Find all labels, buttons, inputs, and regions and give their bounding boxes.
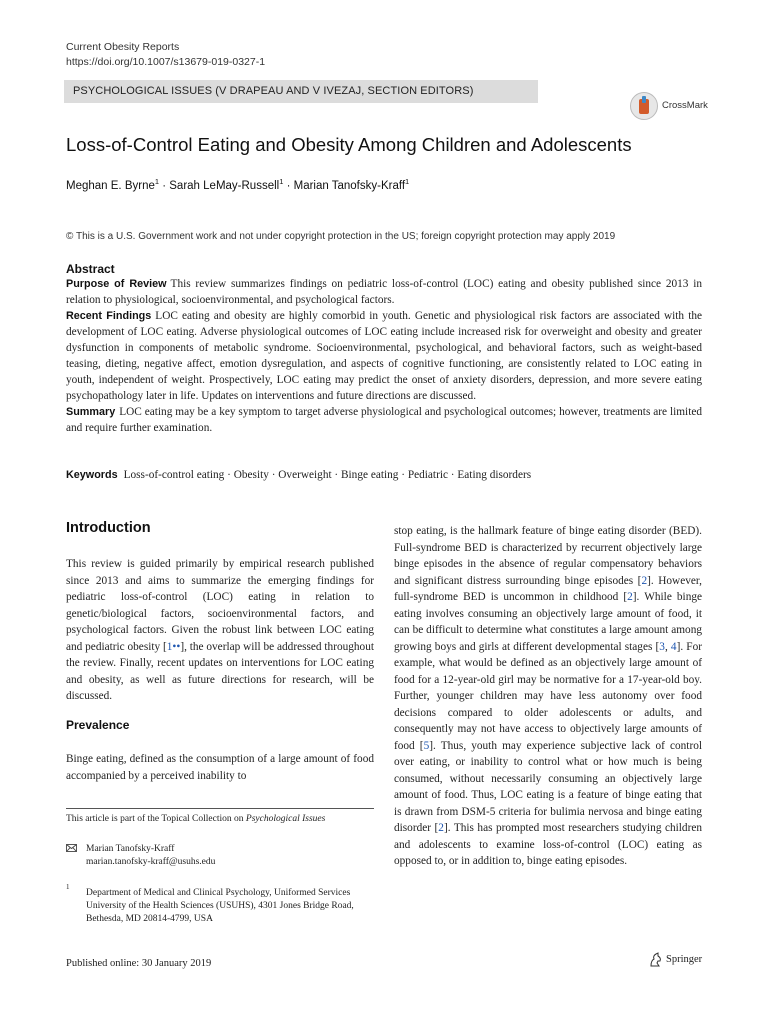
affiliation-number: 1: [66, 883, 70, 891]
summary-label: Summary: [66, 406, 116, 418]
abstract-findings: [66, 308, 702, 404]
keywords-label: Keywords: [66, 469, 118, 481]
journal-header: [66, 40, 265, 70]
keywords: [66, 469, 702, 481]
findings-text: LOC eating and obesity are highly comorbid in youth. Genetic and physiological risk factors are associated with the development of LOC eating. Adverse physiological outcomes of LOC eating include increased risk for overweight and obesity and greater dysfunction in components of metabolic syndrome. Socioenvironmental, psychological, and behavioral factors, such as weight-based teasing, dieting, negative affect, emotion dysregulation, and aspects of cognitive functioning, are consistently related to LOC eating in youth, independent of weight. Prospectively, LOC eating may predict the onset of anxiety disorders, depression, and more severe eating psychopathology later in life. Updates on interventions and future directions are discussed.: [66, 310, 703, 402]
introduction-heading: Introduction: [66, 520, 151, 536]
author-name[interactable]: Marian Tanofsky-Kraff: [293, 179, 406, 192]
footnote-divider: [66, 808, 374, 809]
copyright-text: This is a U.S. Government work and not under copyright protection in the US; foreign copyright protection may apply 2019: [75, 231, 616, 242]
purpose-text: This review summarizes findings on pediatric loss-of-control (LOC) eating and obesity published since 2013 in relation to physiological, socioenvironmental, and psychological factors.: [66, 278, 702, 306]
reference-link[interactable]: 2: [438, 822, 444, 834]
author-affiliation: 1: [279, 177, 284, 186]
reference-link[interactable]: 2: [627, 591, 633, 603]
keywords-text: Loss-of-control eating · Obesity · Overweight · Binge eating · Pediatric · Eating disorders: [123, 469, 532, 481]
author-affiliation: 1: [405, 177, 410, 186]
topical-collection-note: This article is part of the Topical Collection on Psychological Issues: [66, 814, 326, 824]
abstract-purpose: [66, 276, 702, 308]
right-column-paragraph: stop eating, is the hallmark feature of binge eating disorder (BED). Full-syndrome BED is characterized by recurrent objectively large binge episodes in the absence of regular compensatory behaviors and significant distress surrounding binge episodes [2]. However, full-syndrome BED is uncommon in childhood [2]. While binge eating involves consuming an objectively large amount of food, it can be difficult to determine what constitutes a large amount among growing boys and girls at different developmental stages [3, 4]. For example, what would be defined as an objectively large amount of food for a 12-year-old girl may be normative for a 17-year-old boy. Further, younger children may have less autonomy over food decisions compared to older adolescents or adults, and consequently may not have access to objectively large amounts of food [5]. Thus, youth may experience subjective lack of control over eating, or inability to control what or how much is being consumed, without necessarily consuming an objectively large amount of food. Thus, LOC eating is a feature of binge eating that is drawn from DSM-5 criteria for bulimia nervosa and binge eating disorder [2]. This has prompted most researchers studying children and adolescents to examine loss-of-control (LOC) eating as opposed to, or in addition to, binge eating episodes.: [394, 525, 703, 867]
prevalence-heading: Prevalence: [66, 718, 130, 732]
corresponding-email[interactable]: marian.tanofsky-kraff@usuhs.edu: [86, 857, 216, 867]
reference-link[interactable]: 3: [659, 640, 665, 653]
reference-link[interactable]: 4: [670, 640, 677, 653]
author-separator: ·: [159, 179, 170, 192]
summary-text: LOC eating may be a key symptom to target adverse physiological and psychological outcomes; however, treatments are limited and require further examination.: [66, 406, 702, 434]
crossmark-badge[interactable]: [630, 92, 740, 122]
author-separator: ·: [283, 179, 294, 192]
reference-link[interactable]: 1••: [166, 640, 181, 653]
crossmark-icon: [630, 92, 658, 120]
introduction-paragraph: This review is guided primarily by empirical research published since 2013 and aims to summarize the emerging findings for pediatric loss-of-control (LOC) eating in relation to genetic/biological factors, socioenvironmental factors, and psychological factors. Given the robust link between LOC eating and pediatric obesity [1••], the overlap will be addressed throughout the review. Finally, recent updates on interventions for LOC eating and obesity, as well as future directions for research, will be discussed.: [66, 558, 374, 702]
section-banner: PSYCHOLOGICAL ISSUES (V DRAPEAU AND V IVEZAJ, SECTION EDITORS): [64, 80, 538, 103]
springer-wordmark: Springer: [666, 954, 703, 965]
springer-logo: [648, 952, 738, 970]
journal-name: Current Obesity Reports: [66, 41, 180, 53]
author-affiliation: 1: [154, 177, 160, 186]
corresponding-author: [86, 843, 215, 869]
reference-link[interactable]: 2: [641, 574, 648, 587]
envelope-icon: [66, 844, 77, 852]
findings-label: Recent Findings: [66, 310, 152, 322]
author-list: [66, 177, 409, 192]
copyright-icon: ©: [66, 231, 74, 242]
journal-doi[interactable]: https://doi.org/10.1007/s13679-019-0327-1: [66, 56, 266, 68]
abstract-heading: Abstract: [66, 262, 115, 276]
crossmark-label: CrossMark: [662, 100, 708, 111]
published-date: Published online: 30 January 2019: [66, 958, 212, 969]
prevalence-paragraph: Binge eating, defined as the consumption of a large amount of food accompanied by a perceived inability to: [66, 753, 374, 782]
copyright-notice: [66, 231, 615, 242]
affiliation-text: Department of Medical and Clinical Psychology, Uniformed Services University of the Health Sciences (USUHS), 4301 Jones Bridge Road, Bethesda, MD 20814-4799, USA: [86, 888, 354, 924]
purpose-label: Purpose of Review: [66, 278, 167, 290]
collection-name[interactable]: Psychological Issues: [245, 814, 326, 824]
springer-horse-icon: [648, 952, 662, 968]
corresponding-name: Marian Tanofsky-Kraff: [86, 844, 175, 854]
article-title: Loss-of-Control Eating and Obesity Among Children and Adolescents: [66, 134, 632, 155]
author-name[interactable]: Meghan E. Byrne: [66, 179, 155, 192]
reference-link[interactable]: 5: [423, 739, 430, 752]
author-name[interactable]: Sarah LeMay-Russell: [169, 179, 280, 192]
abstract-summary: [66, 404, 702, 436]
abstract-body: [66, 276, 702, 436]
